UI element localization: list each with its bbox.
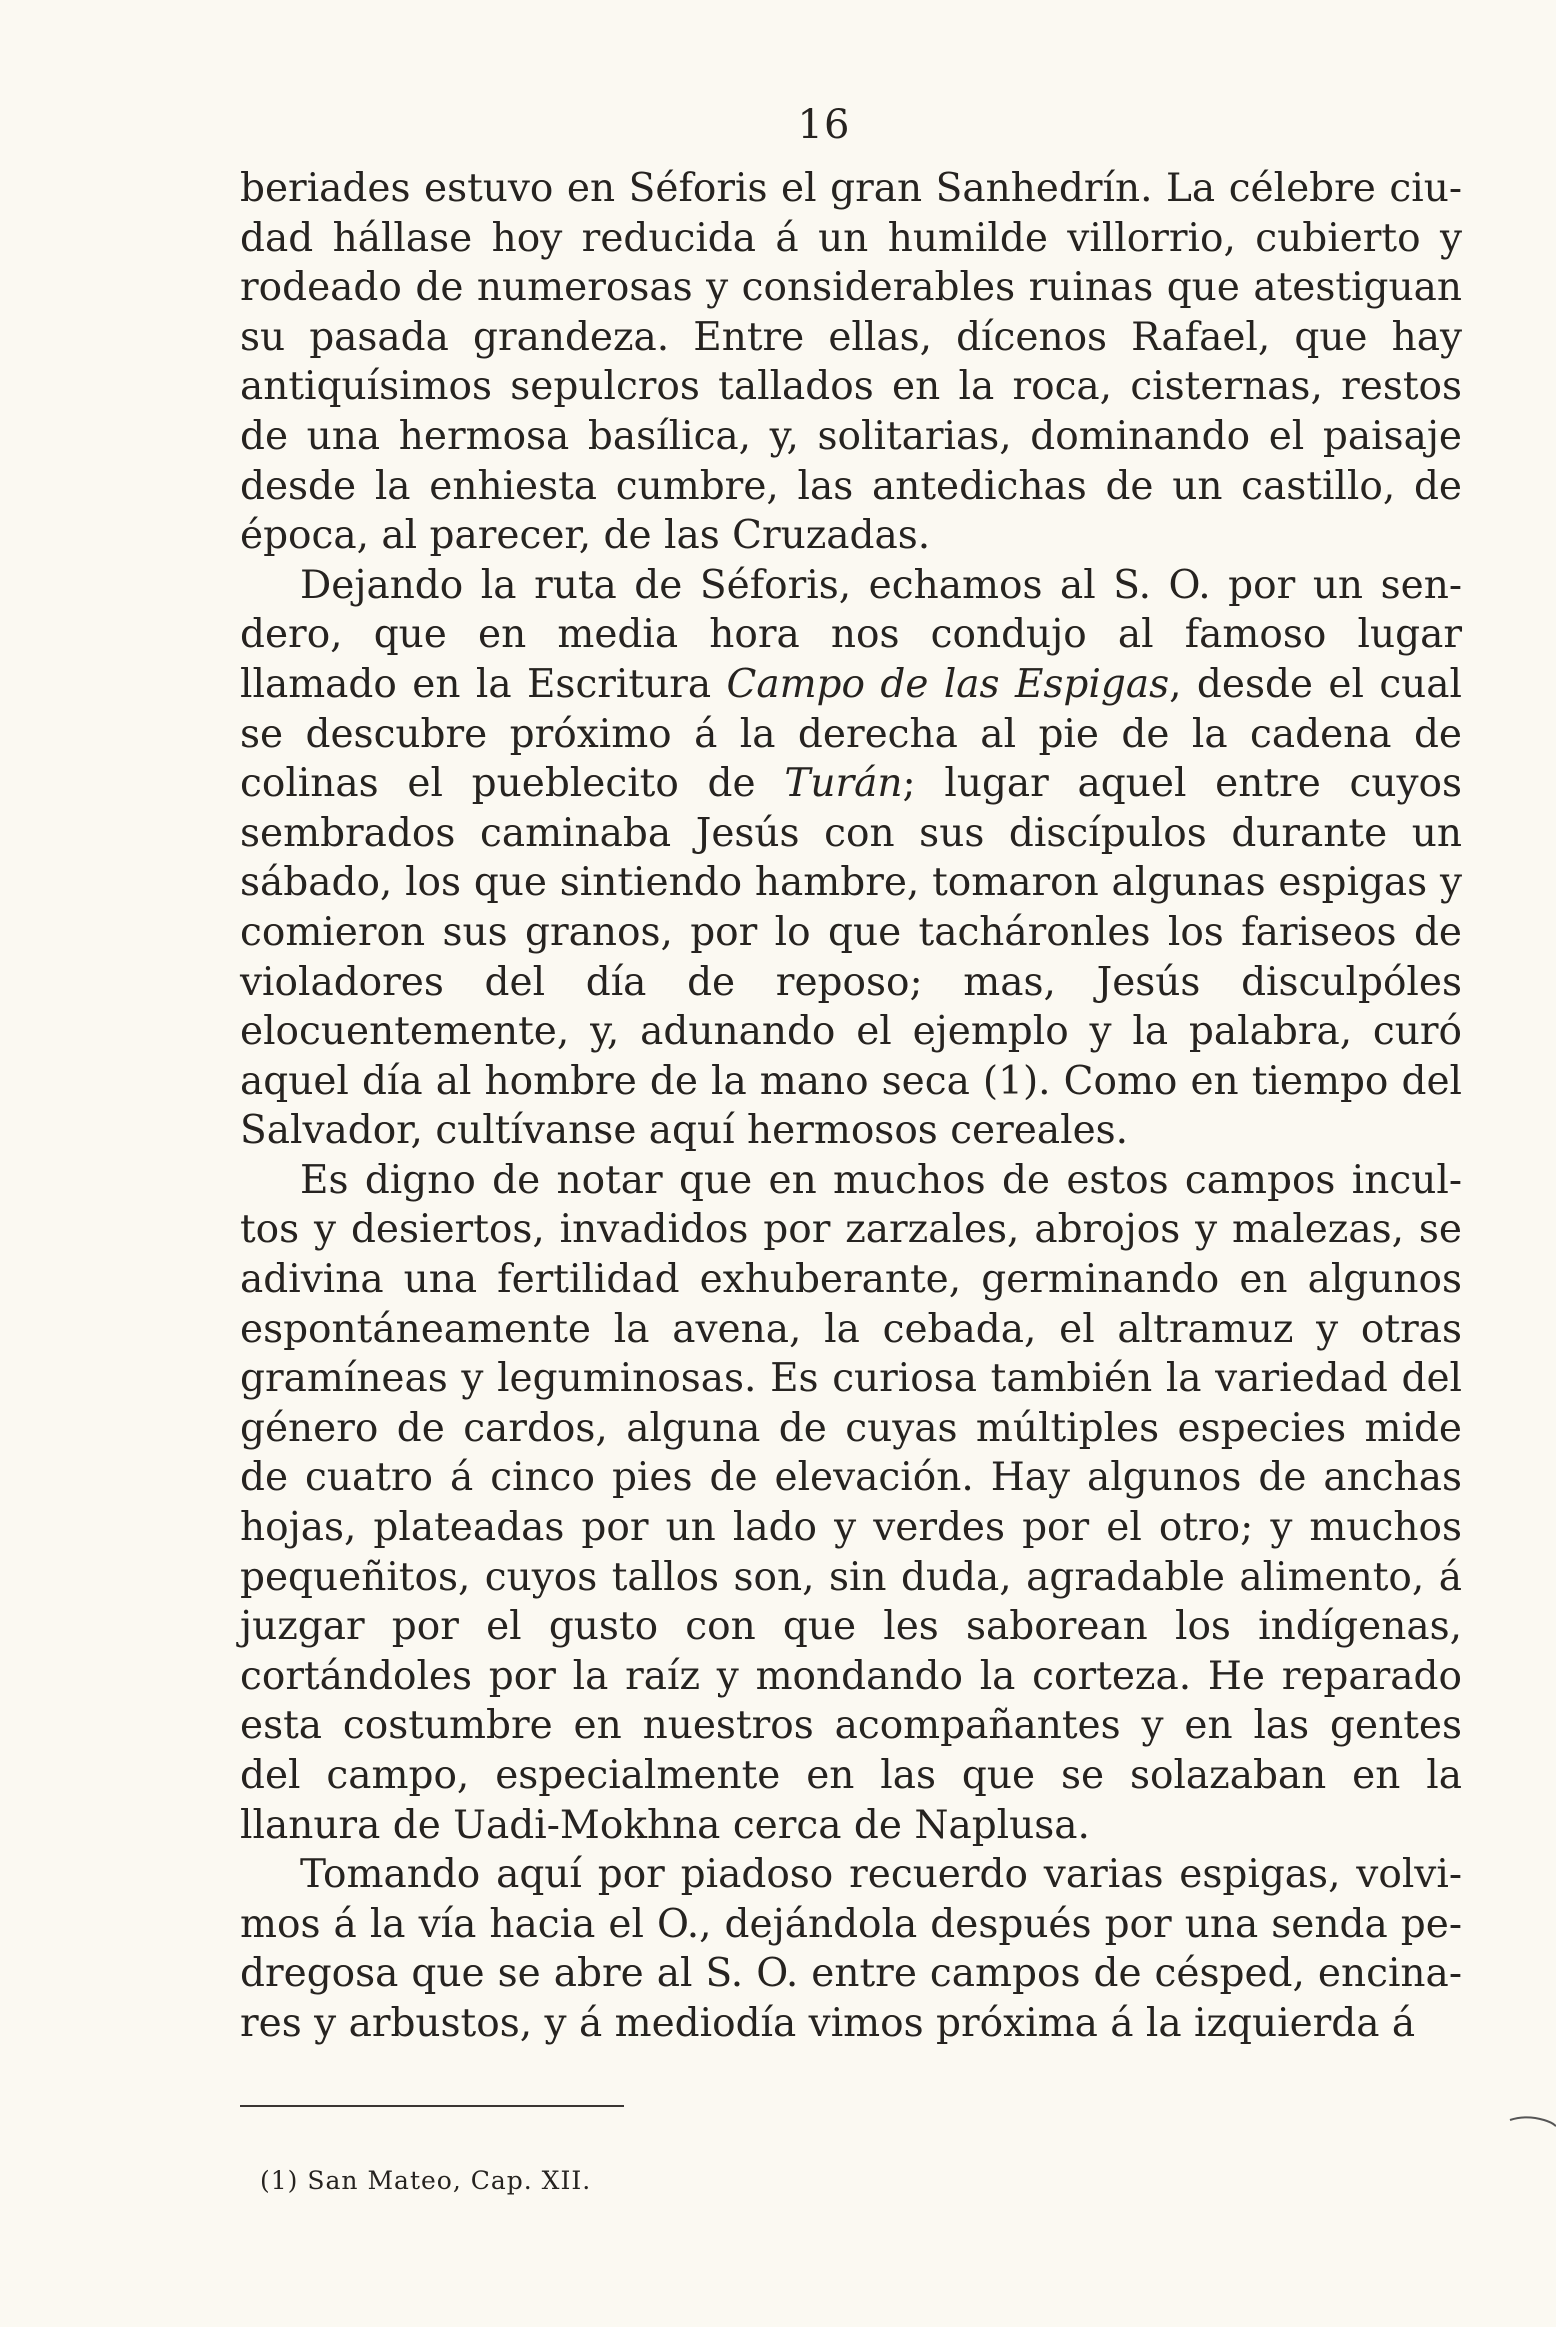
italic-campo-de-las-espigas: Campo de las Espigas: [726, 661, 1170, 707]
paragraph-2: [240, 561, 1462, 1156]
footnote: (1) San Mateo, Cap. XII.: [260, 2166, 592, 2195]
footnote-divider: [240, 2105, 624, 2107]
paragraph-2-text-a: Dejando la ruta de Séforis, echamos al S. O. por un sendero, que en media hora nos condujo al famoso lugar llamado en la Escritura: [240, 562, 1462, 707]
paragraph-4: [240, 1850, 1462, 2048]
paragraph-1: [240, 164, 1462, 561]
paragraph-3: [240, 1156, 1462, 1850]
paragraph-2-text-c: ; lugar aquel entre cuyos sembrados caminaba Jesús con sus discípulos durante un sábado, los que sintiendo hambre, tomaron algunas espigas y comieron sus granos, por lo que tacháronles los fariseos de violadores del día de reposo; mas, Jesús disculpóles elocuentemente, y, adunando el ejemplo y la palabra, curó aquel día al hombre de la mano seca (1). Como en tiempo del Salvador, cultívanse aquí hermosos cereales.: [240, 761, 1462, 1154]
paragraph-2-text-b: , desde el cual se descubre próximo á la derecha al pie de la cadena de colinas el pueblecito de: [240, 661, 1463, 807]
body-text: [240, 164, 1462, 2049]
paragraph-4-text: Tomando aquí por piadoso recuerdo varias espigas, volvimos á la vía hacia el O., dejándola después por una senda pedregosa que se abre al S. O. entre campos de césped, encinares y arbustos, y á mediodía vimos próxima á la izquierda á: [240, 1852, 1462, 2046]
page-edge-mark: [1508, 2114, 1556, 2128]
paragraph-3-text: Es digno de notar que en muchos de estos campos incultos y desiertos, invadidos por zarzales, abrojos y malezas, se adivina una fertilidad exhuberante, germinando en algunos espontáneamente la avena, la cebada, el altramuz y otras gramíneas y leguminosas. Es curiosa también la variedad del género de cardos, alguna de cuyas múltiples especies mide de cuatro á cinco pies de elevación. Hay algunos de anchas hojas, plateadas por un lado y verdes por el otro; y muchos pequeñitos, cuyos tallos son, sin duda, agradable alimento, á juzgar por el gusto con que les saborean los indígenas, cortándoles por la raíz y mondando la corteza. He reparado esta costumbre en nuestros acompañantes y en las gentes del campo, especialmente en las que se solazaban en la llanura de Uadi-Mokhna cerca de Naplusa.: [240, 1157, 1462, 1848]
paragraph-1-text: beriades estuvo en Séforis el gran Sanhedrín. La célebre ciudad hállase hoy reducida á un humilde villorrio, cubierto y rodeado de numerosas y considerables ruinas que atestiguan su pasada grandeza. Entre ellas, dícenos Rafael, que hay antiquísimos sepulcros tallados en la roca, cisternas, restos de una hermosa basílica, y, solitarias, dominando el paisaje desde la enhiesta cumbre, las antedichas de un castillo, de época, al parecer, de las Cruzadas.: [240, 166, 1462, 559]
page-number: 16: [797, 102, 851, 148]
italic-turan: Turán: [784, 761, 903, 807]
